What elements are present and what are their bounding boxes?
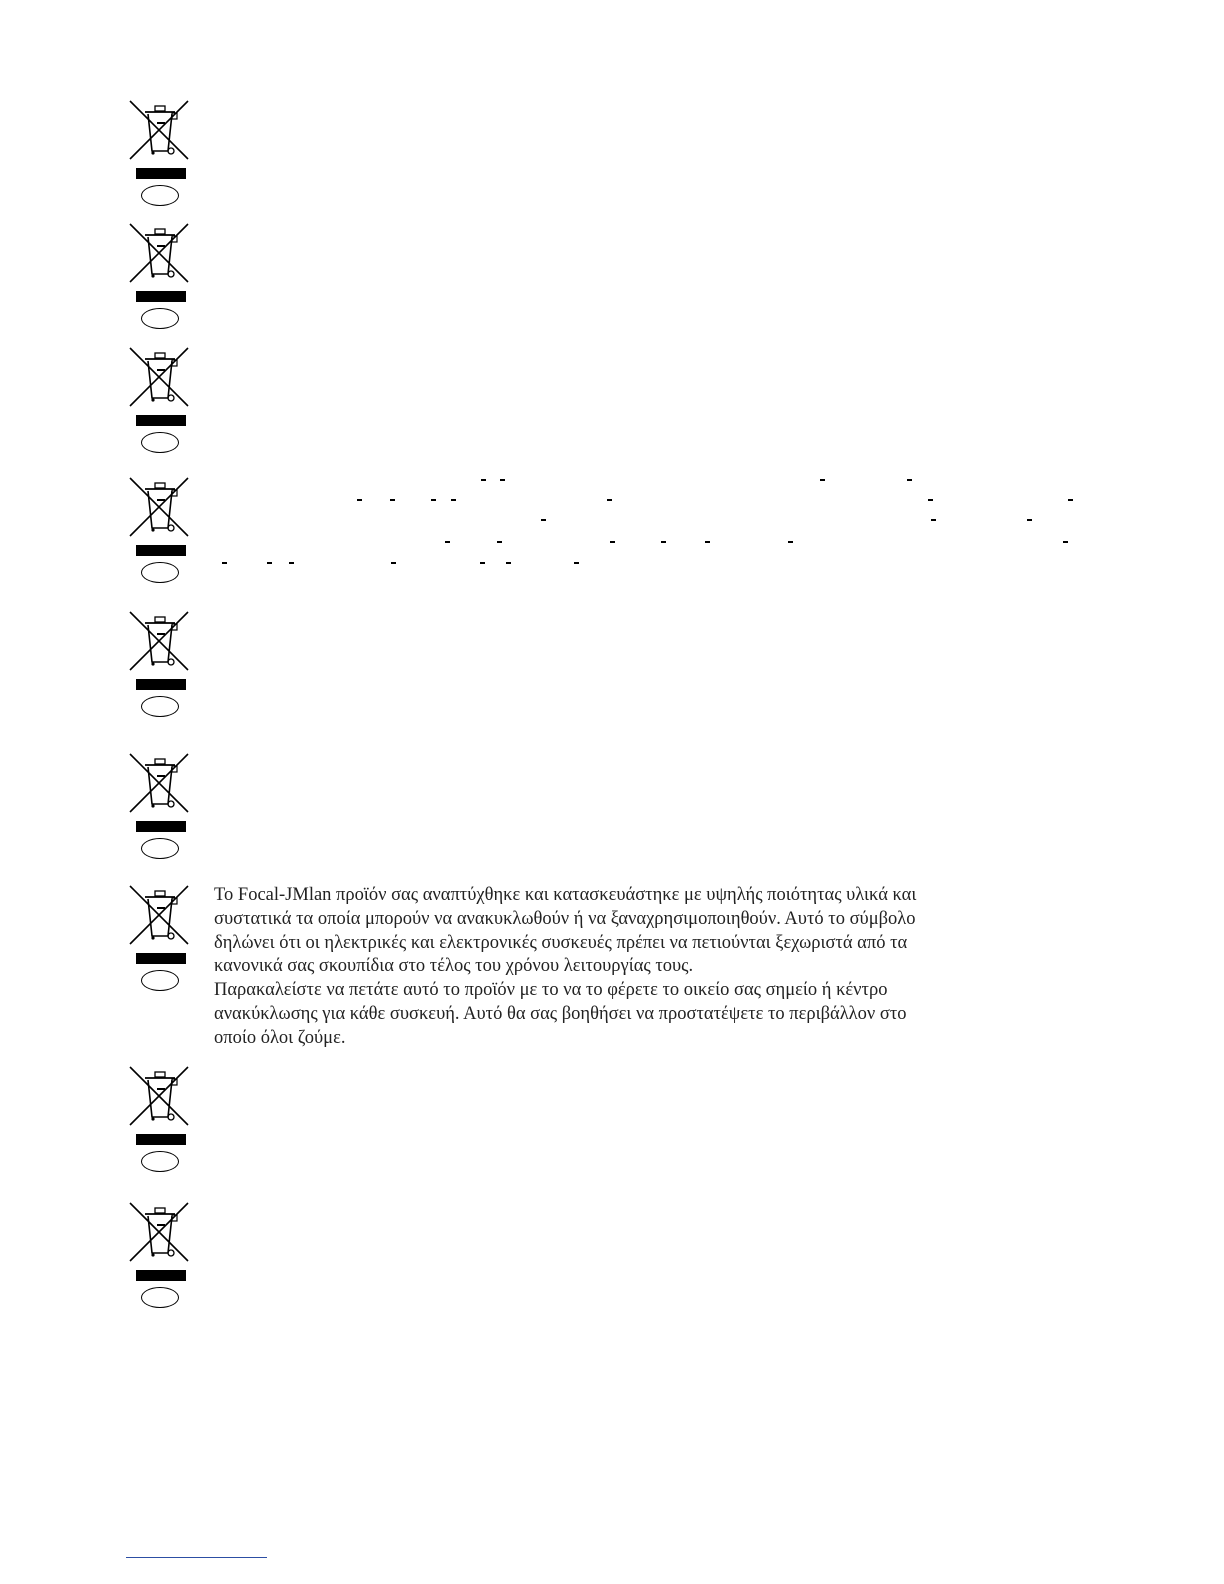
weee-symbol-1 xyxy=(127,99,191,206)
oval-mark xyxy=(141,696,179,717)
weee-symbol-4 xyxy=(127,476,191,583)
notice-line: Παρακαλείστε να πετάτε αυτό το προϊόν με το να το φέρετε το οικείο σας σημείο ή κέντρο xyxy=(214,980,888,1001)
notice-line: ανακύκλωσης για κάθε συσκευή. Αυτό θα σας βοηθήσει να προστατέψετε το περιβάλλον στο xyxy=(214,1003,907,1024)
notice-line: οποίο όλοι ζούμε. xyxy=(214,1027,346,1048)
crossed-out-wheelie-bin-icon xyxy=(127,346,191,408)
oval-mark xyxy=(141,1151,179,1172)
black-bar xyxy=(136,1270,186,1281)
oval-mark xyxy=(141,185,179,206)
notice-line: δηλώνει ότι οι ηλεκτρικές και ελεκτρονικές συσκευές πρέπει να πετιούνται ξεχωριστά από τα xyxy=(214,932,908,953)
black-bar xyxy=(136,1134,186,1145)
weee-symbol-9 xyxy=(127,1201,191,1308)
black-bar xyxy=(136,545,186,556)
notice-line: Το Focal-JMlan προϊόν σας αναπτύχθηκε και κατασκευάστηκε με υψηλής ποιότητας υλικά και xyxy=(214,885,917,905)
weee-symbol-5 xyxy=(127,610,191,717)
crossed-out-wheelie-bin-icon xyxy=(127,99,191,161)
weee-symbol-3 xyxy=(127,346,191,453)
oval-mark xyxy=(141,432,179,453)
notice-line: κανονικά σας σκουπίδια στο τέλος του χρόνου λειτουργίας τους. xyxy=(214,956,694,977)
crossed-out-wheelie-bin-icon xyxy=(127,1201,191,1263)
weee-symbol-6 xyxy=(127,752,191,859)
oval-mark xyxy=(141,1287,179,1308)
black-bar xyxy=(136,679,186,690)
weee-symbol-2 xyxy=(127,222,191,329)
oval-mark xyxy=(141,562,179,583)
crossed-out-wheelie-bin-icon xyxy=(127,610,191,672)
greek-recycling-notice xyxy=(214,884,1014,1051)
oval-mark xyxy=(141,838,179,859)
oval-mark xyxy=(141,308,179,329)
black-bar xyxy=(136,953,186,964)
black-bar xyxy=(136,821,186,832)
crossed-out-wheelie-bin-icon xyxy=(127,752,191,814)
oval-mark xyxy=(141,970,179,991)
weee-symbol-8 xyxy=(127,1065,191,1172)
black-bar xyxy=(136,168,186,179)
crossed-out-wheelie-bin-icon xyxy=(127,884,191,946)
notice-line: συστατικά τα οποία μπορούν να ανακυκλωθούν ή να ξαναχρησιμοποιηθούν. Αυτό το σύμβολο xyxy=(214,908,916,929)
black-bar xyxy=(136,415,186,426)
crossed-out-wheelie-bin-icon xyxy=(127,476,191,538)
black-bar xyxy=(136,291,186,302)
crossed-out-wheelie-bin-icon xyxy=(127,1065,191,1127)
weee-symbol-7 xyxy=(127,884,191,991)
footnote-separator xyxy=(126,1557,267,1558)
crossed-out-wheelie-bin-icon xyxy=(127,222,191,284)
